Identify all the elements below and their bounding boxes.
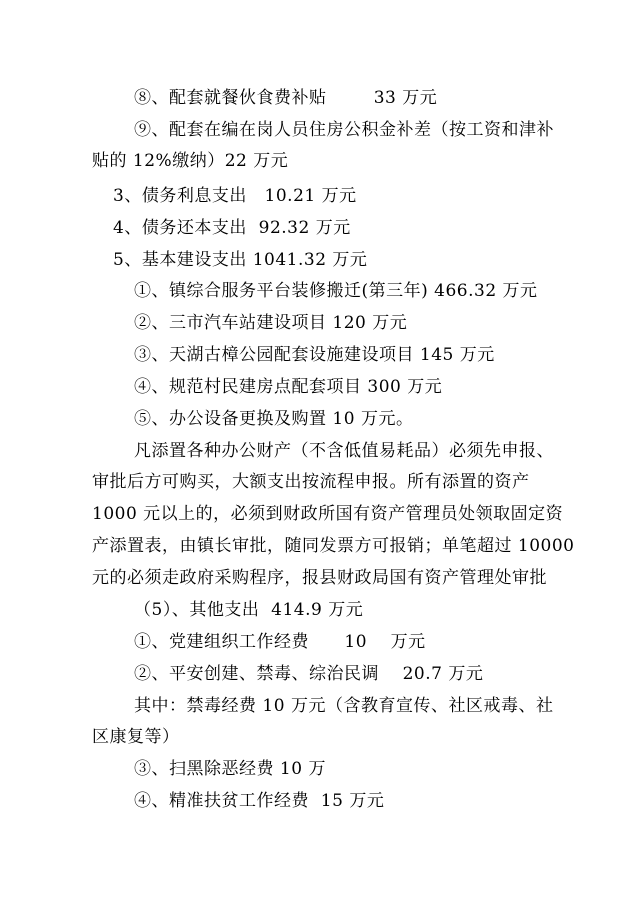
text-line-of-which-cont: 区康复等）	[92, 727, 180, 747]
text-line-other-1: ①、党建组织工作经费 10 万元	[134, 632, 426, 652]
text-line-project-3: ③、天湖古樟公园配套设施建设项目 145 万元	[134, 345, 495, 365]
text-line-other-3: ③、扫黑除恶经费 10 万	[134, 759, 326, 779]
text-line-project-1: ①、镇综合服务平台装修搬迁(第三年) 466.32 万元	[134, 281, 538, 301]
text-line-project-5: ⑤、办公设备更换及购置 10 万元。	[134, 409, 414, 429]
text-line-debt-interest: 3、债务利息支出 10.21 万元	[113, 186, 357, 206]
text-line-project-4: ④、规范村民建房点配套项目 300 万元	[134, 377, 443, 397]
text-line-other-expenses: （5）、其他支出 414.9 万元	[134, 600, 364, 620]
text-line-paragraph-1: 凡添置各种办公财产（不含低值易耗品）必须先申报、	[134, 441, 554, 461]
text-line-other-2: ②、平安创建、禁毒、综治民调 20.7 万元	[134, 664, 484, 684]
text-line-item-9-cont: 贴的 12%缴纳）22 万元	[92, 151, 289, 171]
text-line-debt-principal: 4、债务还本支出 92.32 万元	[113, 218, 351, 238]
text-line-other-4: ④、精准扶贫工作经费 15 万元	[134, 791, 385, 811]
text-line-of-which: 其中：禁毒经费 10 万元（含教育宣传、社区戒毒、社	[134, 696, 554, 716]
text-line-paragraph-3: 1000 元以上的，必须到财政所国有资产管理员处领取固定资	[92, 504, 564, 524]
text-line-capital-construction: 5、基本建设支出 1041.32 万元	[113, 250, 368, 270]
text-line-item-8: ⑧、配套就餐伙食费补贴 33 万元	[134, 88, 438, 108]
text-line-paragraph-5: 元的必须走政府采购程序，报县财政局国有资产管理处审批	[92, 568, 547, 588]
text-line-item-9: ⑨、配套在编在岗人员住房公积金补差（按工资和津补	[134, 120, 554, 140]
text-line-paragraph-2: 审批后方可购买，大额支出按流程申报。所有添置的资产	[92, 472, 530, 492]
text-line-paragraph-4: 产添置表，由镇长审批，随同发票方可报销；单笔超过 10000	[92, 536, 575, 556]
text-line-project-2: ②、三市汽车站建设项目 120 万元	[134, 313, 408, 333]
